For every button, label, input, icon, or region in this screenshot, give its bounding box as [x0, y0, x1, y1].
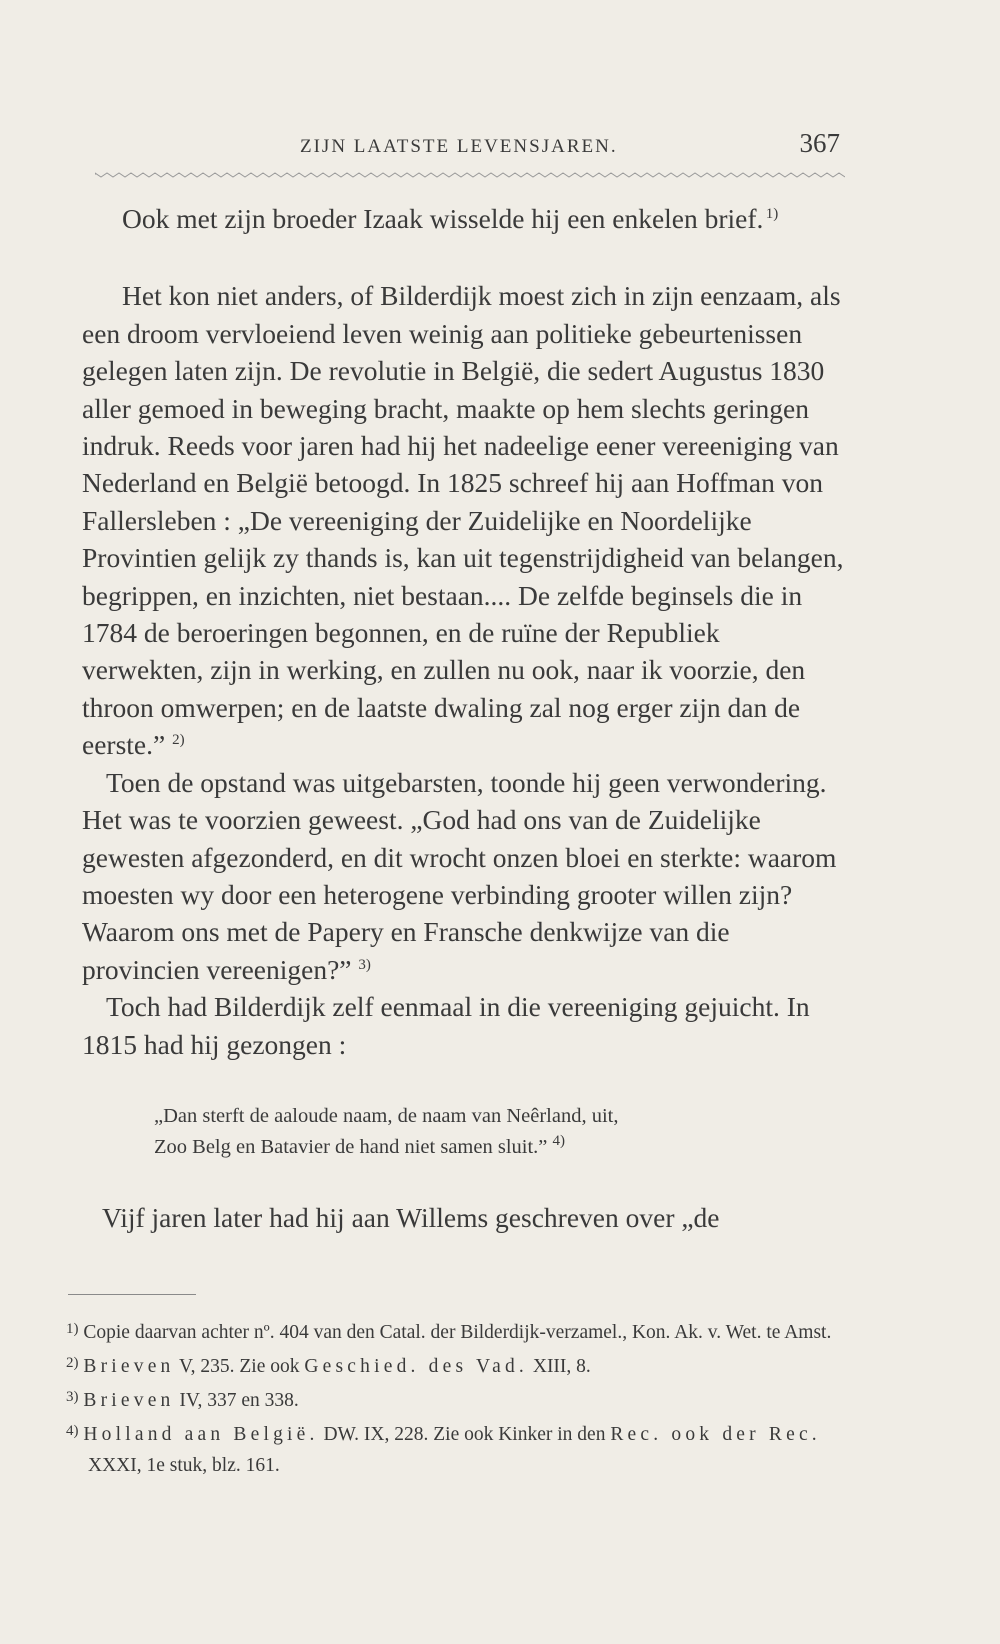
footnote-divider — [68, 1294, 196, 1295]
running-title: ZIJN LAATSTE LEVENSJAREN. — [300, 136, 618, 157]
paragraph-2: Het kon niet anders, of Bilderdijk moest zich in zijn eenzaam, als een droom vervloeiend leven weinig aan politieke gebeurtenissen gelegen laten zijn. De revolutie in België, die sedert Augustus 1830 aller gemoed in beweging bracht, maakte op hem slechts geringen indruk. Reeds voor jaren had hij het nadeelige eener vereeniging van Nederland en België betoogd. In 1825 schreef hij aan Hoffman von Fallersleben : „De vereeniging der Zuidelijke en Noordelijke Provintien gelijk zy thands is, kan uit tegenstrijdigheid van belangen, begrippen, en inzichten, niet bestaan.... De zelfde beginsels die in 1784 de beroeringen begonnen, en de ruïne der Republiek verwekten, zijn in werking, en zullen nu ook, naar ik voorzie, den throon omwerpen; en de laatste dwaling zal nog erger zijn dan de eerste.” $^{2)}$ — [82, 280, 844, 761]
paragraph-4: Toch had Bilderdijk zelf eenmaal in die vereeniging gejuicht. In 1815 had hij gezongen : — [82, 991, 810, 1060]
verse-line-1: „Dan sterft de aaloude naam, de naam van Neêrland, uit, — [154, 1104, 619, 1127]
paragraph-5: Vijf jaren later had hij aan Willems geschreven over „de — [102, 1201, 720, 1233]
note-ref-2: 2) — [172, 732, 185, 749]
footnote-1: $^{1)}$ Copie daarvan achter nº. 404 van den Catal. der Bilderdijk-verzamel., Kon. Ak. v. Wet. te Amst. — [66, 1321, 832, 1343]
verse-quote — [154, 1101, 844, 1163]
note-ref-1: 1) — [765, 205, 779, 222]
footnote-4: $^{4)}$ Holland aan België. DW. IX, 228. Zie ook Kinker in den Rec. ook der Rec. XXXI, 1e stuk, blz. 161. — [66, 1423, 821, 1476]
running-head — [95, 128, 840, 168]
wavy-header-rule — [95, 170, 845, 180]
footnote-3: $^{3)}$ Brieven IV, 337 en 338. — [66, 1389, 299, 1411]
paragraph-1: Ook met zijn broeder Izaak wisselde hij een enkelen brief. $^{1)}$ — [122, 203, 779, 234]
page-number: 367 — [799, 128, 840, 158]
footnote-2: $^{2)}$ Brieven V, 235. Zie ook Geschied. des Vad. XIII, 8. — [66, 1355, 591, 1377]
verse-line-2: Zoo Belg en Batavier de hand niet samen sluit.” $^{4)}$ — [154, 1133, 565, 1158]
body-text — [82, 200, 844, 1236]
paragraph-3: Toen de opstand was uitgebarsten, toonde hij geen verwondering. Het was te voorzien geweest. „God had ons van de Zuidelijke gewesten afgezonderd, en dit wrocht onzen bloei en sterkte: waarom moesten wy door een heterogene verbinding grooter willen zijn? Waarom ons met de Papery en Fransche denkwijze van die provincien vereenigen?” $^{3)}$ — [82, 766, 837, 985]
footnotes — [66, 1314, 846, 1481]
note-ref-3: 3) — [358, 956, 371, 973]
note-ref-4: 4) — [552, 1133, 565, 1150]
